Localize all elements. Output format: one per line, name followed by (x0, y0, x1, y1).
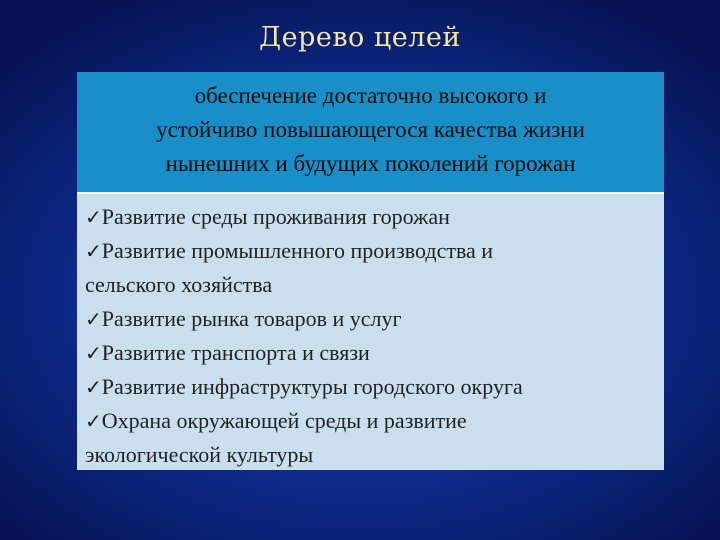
subgoal-text: Развитие рынка товаров и услуг (101, 306, 402, 331)
slide-title: Дерево целей (259, 22, 461, 53)
main-goal-line: устойчиво повышающегося качества жизни (156, 117, 585, 142)
subgoal-item (85, 234, 658, 268)
subgoal-item (85, 370, 658, 404)
subgoal-item (85, 336, 658, 370)
subgoal-item (85, 200, 658, 234)
checkmark-icon: ✓ (85, 409, 102, 433)
checkmark-icon: ✓ (85, 307, 102, 331)
subgoal-text: Развитие инфраструктуры городского округа (101, 374, 523, 399)
subgoal-item (85, 404, 658, 438)
subgoal-continuation: экологической культуры (85, 442, 314, 467)
subgoal-text: Развитие транспорта и связи (101, 340, 370, 365)
main-goal-line: нынешних и будущих поколений горожан (165, 151, 576, 176)
subgoal-item (85, 302, 658, 336)
checkmark-icon: ✓ (85, 205, 102, 229)
main-goal-line: обеспечение достаточно высокого и (194, 83, 547, 108)
goal-tree-table (77, 72, 664, 470)
subgoal-text: Охрана окружающей среды и развитие (101, 408, 467, 433)
subgoals-cell (77, 194, 664, 470)
checkmark-icon: ✓ (85, 375, 102, 399)
checkmark-icon: ✓ (85, 239, 102, 263)
subgoal-text: Развитие среды проживания горожан (101, 204, 450, 229)
checkmark-icon: ✓ (85, 341, 102, 365)
main-goal-cell (77, 72, 664, 194)
subgoal-continuation: сельского хозяйства (85, 272, 273, 297)
subgoal-text: Развитие промышленного производства и (101, 238, 494, 263)
